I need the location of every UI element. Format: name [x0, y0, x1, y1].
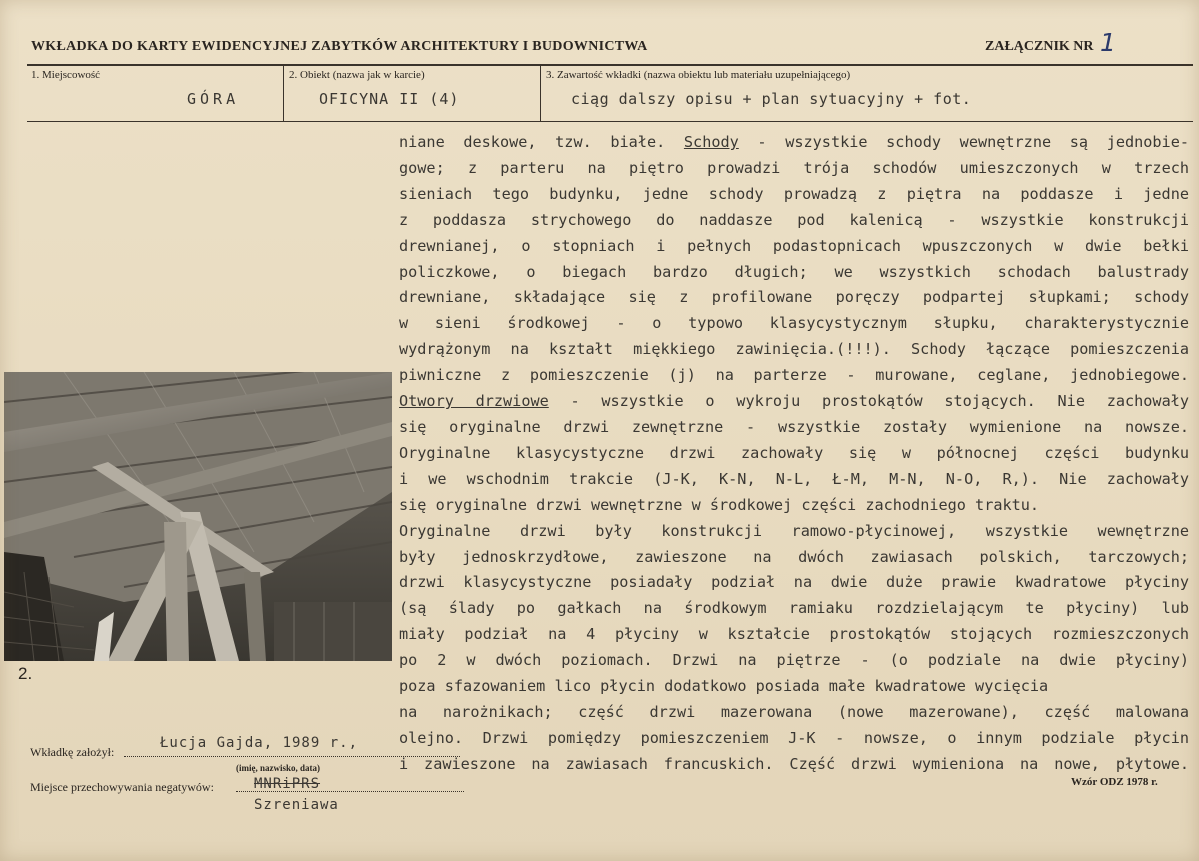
description-text: [399, 130, 1189, 778]
annex-number: 1: [1100, 28, 1116, 57]
header-top-rule: [27, 64, 1193, 66]
header-divider-2: [540, 64, 541, 121]
field-value-object: OFICYNA II (4): [319, 90, 460, 108]
compiled-by-value: Łucja Gajda, 1989 r.,: [160, 735, 359, 751]
text-line: Oryginalne drzwi były konstrukcji ramowo-płycinowej, wszystkie wewnętrzne: [399, 521, 1189, 540]
text-line: poza sfazowaniem lico płycin dodatkowo posiada małe kwadratowe wycięcia: [399, 677, 1049, 696]
text-line: policzkowe, o biegach bardzo długich; we wszystkich schodach balustrady: [399, 262, 1189, 281]
text-line: drzwi klasycystyczne posiadały podział na dwie duże prawie kwadratowe płyciny: [399, 573, 1189, 592]
text-line: niane deskowe, tzw. białe. Schody - wszystkie schody wewnętrzne są jednobie-: [399, 133, 1189, 151]
compiled-by-caption: (imię, nazwisko, data): [236, 763, 320, 773]
heading-stairs: Schody: [683, 133, 739, 151]
negatives-location-value: Szreniawa: [254, 797, 339, 813]
text-line: (są ślady po gałkach na środkowym ramiaku rozdzielającym te płyciny) lub: [399, 599, 1189, 618]
text-line: były jednoskrzydłowe, zawieszone na dwóch zawiasach polskich, tarczowych;: [399, 547, 1189, 566]
form-title: WKŁADKA DO KARTY EWIDENCYJNEJ ZABYTKÓW ARCHITEKTURY I BUDOWNICTWA: [31, 39, 648, 54]
text-line: gowe; z parteru na piętro prowadzi trója schodów umieszczonych w trzech: [399, 158, 1189, 177]
compiled-by-line: [124, 756, 460, 757]
text-line: olejno. Drzwi pomiędzy pomieszczeniem J-K - nowsze, o innym podziale płycin: [399, 728, 1189, 747]
figure-number: 2.: [18, 664, 33, 683]
compiled-by-label: Wkładkę założył:: [30, 745, 115, 759]
field-label-object: 2. Obiekt (nazwa jak w karcie): [289, 69, 425, 81]
text-line: z poddasza strychowego do naddasze pod kalenicą - wszystkie konstrukcji: [399, 210, 1189, 229]
form-reference: Wzór ODZ 1978 r.: [1071, 776, 1158, 788]
text-line: Oryginalne klasycystyczne drzwi zachowały się w północnej części budynku: [399, 443, 1189, 462]
text-line: się oryginalne drzwi wewnętrzne w środkowej części zachodniego traktu.: [399, 495, 1040, 514]
text-line: miały podział na 4 płyciny w kształcie prostokątów stojących rozmieszczonych: [399, 625, 1189, 644]
attic-roof-photo: [4, 372, 392, 661]
text-line: drewnianej, o stopniach i pełnych podastopnicach wpuszczonych w dwie bełki: [399, 236, 1189, 255]
text-line: w sieni środkowej - o typowo klasycystycznym słupku, charakterystycznie: [399, 314, 1189, 333]
field-value-contents: ciąg dalszy opisu + plan sytuacyjny + fot.: [571, 90, 972, 108]
text-line: i we wschodnim trakcie (J-K, K-N, N-L, Ł-M, M-N, N-O, R,). Nie zachowały: [399, 469, 1189, 488]
text-line: wydrążonym na kształt miękkiego zawinięcia.(!!!). Schody łączące pomieszczenia: [399, 340, 1189, 359]
negatives-location-label: Miejsce przechowywania negatywów:: [30, 780, 214, 794]
negatives-location-line: [236, 791, 464, 792]
annex-label: ZAŁĄCZNIK NR: [985, 39, 1094, 54]
text-line: i zawieszone na zawiasach francuskich. Część drzwi wymieniona na nowe, płytowe.: [399, 754, 1189, 773]
text-line: się oryginalne drzwi zewnętrzne - wszystkie zostały wymienione na nowsze.: [399, 417, 1189, 436]
header-divider-1: [283, 64, 284, 121]
text-line: na narożnikach; część drzwi mazerowana (nowe mazerowane), część malowana: [399, 702, 1189, 721]
field-label-contents: 3. Zawartość wkładki (nazwa obiektu lub materiału uzupełniającego): [546, 69, 851, 81]
attic-roof-photo-image: [4, 372, 392, 661]
text-line: piwniczne z pomieszczenie (j) na parterze - murowane, ceglane, jednobiegowe.: [399, 366, 1189, 385]
heading-doors: Otwory drzwiowe: [399, 392, 549, 411]
text-line: drewniane, składające się z profilowane poręczy podpartej słupkami; schody: [399, 288, 1189, 307]
header-bottom-rule: [27, 121, 1193, 122]
field-value-locality: GÓRA: [187, 90, 240, 108]
text-line: po 2 w dwóch poziomach. Drzwi na piętrze - (o podziale na dwie płyciny): [399, 651, 1189, 670]
field-label-locality: 1. Miejscowość: [31, 69, 101, 81]
text-line: Otwory drzwiowe - wszystkie o wykroju prostokątów stojących. Nie zachowały: [399, 392, 1189, 411]
negatives-location-struck: MNRiPRS: [254, 776, 321, 792]
text-line: sieniach tego budynku, jedne schody prowadzą z piętra na poddasze i jedne: [399, 184, 1189, 203]
